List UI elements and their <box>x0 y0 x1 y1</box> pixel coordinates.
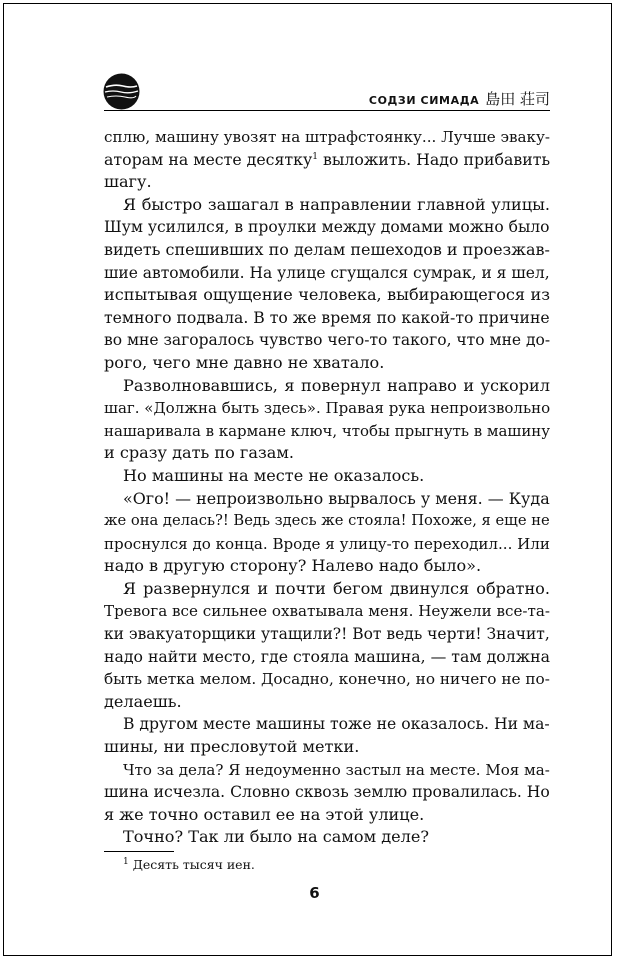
text-line-content: во мне загоралось чувство чего-то такого, что мне до- <box>104 331 551 350</box>
text-line <box>104 578 550 601</box>
text-line-content: сплю, машину увозят на штрафстоянку... Лучше эваку- <box>104 128 550 146</box>
text-line-content: я же точно оставил ее на этой улице. <box>104 804 425 824</box>
text-line-content: шина исчезла. Словно сквозь землю провалилась. Но <box>104 782 550 802</box>
running-header <box>148 88 550 109</box>
text-line-content: «Ого! — непроизвольно вырвалось у меня. — Куда <box>123 488 550 508</box>
footnote-marker: 1 <box>123 856 129 867</box>
text-line-content: нашаривала в кармане ключ, чтобы прыгнуть в машину <box>104 421 551 440</box>
text-line <box>104 284 550 307</box>
text-line-content: темного подвала. В то же время по какой-то причине <box>104 307 550 327</box>
text-line-content: шины, ни пресловутой метки. <box>104 737 360 757</box>
text-line <box>104 736 550 759</box>
footnote-ref: 1 <box>312 151 318 162</box>
text-line-content: Тревога все сильнее охватывала меня. Неужели все-та- <box>104 602 550 621</box>
text-line-content: шие автомобили. На улице сгущался сумрак, и я шел, <box>104 263 550 282</box>
footnote <box>123 857 255 872</box>
text-line-content: Точно? Так ли было на самом деле? <box>123 827 430 847</box>
text-line <box>104 442 550 465</box>
page-number: 6 <box>309 884 320 902</box>
text-line <box>104 555 550 578</box>
text-line <box>104 488 550 511</box>
text-line-content: Что за дела? Я недоуменно застыл на месте. Моя ма- <box>123 760 550 779</box>
text-line-content: делаешь. <box>104 691 182 711</box>
text-line-content: видеть спешивших по делам пешеходов и проезжав- <box>104 239 550 259</box>
text-line <box>104 375 550 398</box>
text-line <box>104 691 550 714</box>
text-line <box>104 216 550 239</box>
text-line <box>104 623 550 646</box>
moon-logo-icon <box>103 73 140 110</box>
text-line-content: испытывая ощущение человека, выбирающегося из <box>104 285 550 305</box>
text-line-content: Разволновавшись, я повернул направо и ускорил <box>123 375 550 395</box>
text-line <box>104 194 550 217</box>
text-line <box>104 510 550 533</box>
text-line <box>104 533 550 556</box>
text-line <box>104 397 550 420</box>
text-line <box>104 126 550 149</box>
text-line-content: проснулся до конца. Вроде я улицу-то переходил... Или <box>104 534 550 553</box>
text-line <box>104 646 550 669</box>
author-name: СОДЗИ СИМАДА <box>368 94 480 107</box>
text-line-content: быть метка мелом. Досадно, конечно, но ничего не по- <box>104 670 550 689</box>
text-line <box>104 668 550 691</box>
text-line <box>104 804 550 827</box>
text-line <box>104 307 550 330</box>
text-line-content: Но машины на месте не оказалось. <box>123 465 425 485</box>
text-line <box>104 171 550 194</box>
text-line-content: шагу. <box>104 172 152 192</box>
text-line-content: ки эвакуаторщики утащили?! Вот ведь черти! Значит, <box>104 625 550 644</box>
text-line <box>104 239 550 262</box>
text-line-content: В другом месте машины тоже не оказалось. Ни ма- <box>123 715 550 734</box>
author-name-japanese: 島田 荘司 <box>485 90 550 108</box>
text-line-content: шаг. «Должна быть здесь». Правая рука непроизвольно <box>104 399 551 418</box>
text-line <box>104 713 550 736</box>
text-line-content: выложить. Надо прибавить <box>317 149 551 169</box>
text-line <box>104 600 550 623</box>
text-line <box>104 465 550 488</box>
body-text <box>104 126 550 849</box>
text-line-content: же она делась?! Ведь здесь же стояла! Похоже, я еще не <box>104 512 550 530</box>
header-rule <box>104 110 550 111</box>
text-line <box>104 826 550 849</box>
text-line-content: Я развернулся и почти бегом двинулся обратно. <box>123 578 550 598</box>
text-line <box>104 781 550 804</box>
text-line <box>104 329 550 352</box>
text-line <box>104 149 550 172</box>
text-line <box>104 759 550 782</box>
text-line <box>104 262 550 285</box>
text-line-content: аторам на месте десятку <box>104 149 313 169</box>
footnote-rule <box>104 851 174 852</box>
text-line-content: надо в другую сторону? Налево надо было». <box>104 556 482 576</box>
text-line-content: Я быстро зашагал в направлении главной улицы. <box>123 194 550 214</box>
text-line-content: и сразу дать по газам. <box>104 443 294 463</box>
footnote-text: Десять тысяч иен. <box>128 857 255 872</box>
text-line-content: надо найти место, где стояла машина, — там должна <box>104 646 550 666</box>
text-line-content: Шум усилился, в проулки между домами можно было <box>104 218 550 237</box>
text-line <box>104 420 550 443</box>
text-line-content: рого, чего мне давно не хватало. <box>104 352 385 372</box>
text-line <box>104 352 550 375</box>
